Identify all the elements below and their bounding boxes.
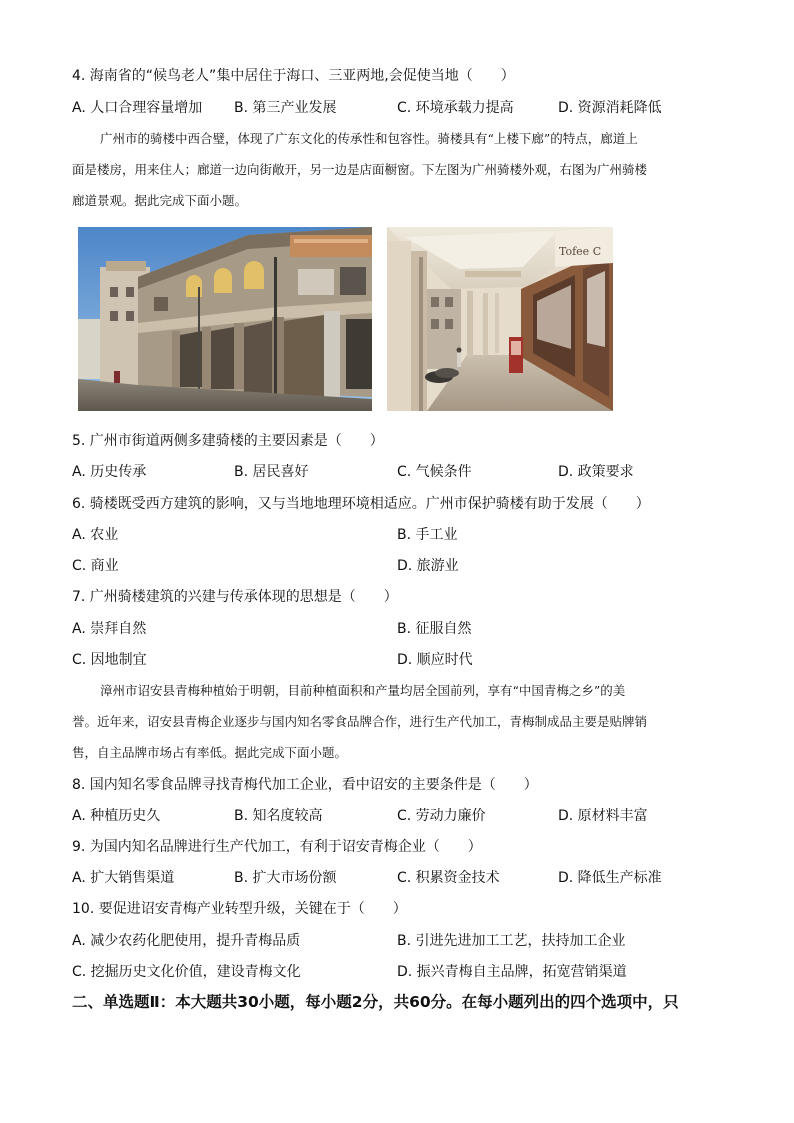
- q9-option-c: C. 积累资金技术: [397, 870, 500, 886]
- q9-option-d: D. 降低生产标准: [558, 870, 662, 886]
- q5-option-a: A. 历史传承: [72, 464, 147, 480]
- q5-option-b: B. 居民喜好: [234, 464, 309, 480]
- q10-option-b: B. 引进先进加工工艺，扶持加工企业: [397, 933, 626, 949]
- q5-stem: 5. 广州市街道两侧多建骑楼的主要因素是（ ）: [72, 433, 384, 449]
- shop-sign-text: Tofee C: [559, 245, 602, 258]
- q5-option-c: C. 气候条件: [397, 464, 472, 480]
- q6-option-c: C. 商业: [72, 558, 119, 574]
- q7-option-a: A. 崇拜自然: [72, 621, 147, 637]
- q9-stem: 9. 为国内知名品牌进行生产代加工，有利于诏安青梅企业（ ）: [72, 839, 482, 855]
- q8-option-b: B. 知名度较高: [234, 808, 323, 824]
- q9-option-b: B. 扩大市场份额: [234, 870, 337, 886]
- qilou-exterior-illustration: [78, 227, 372, 411]
- q7-stem: 7. 广州骑楼建筑的兴建与传承体现的思想是（ ）: [72, 589, 398, 605]
- q6-option-d: D. 旅游业: [397, 558, 459, 574]
- q9-option-a: A. 扩大销售渠道: [72, 870, 175, 886]
- q7-option-d: D. 顺应时代: [397, 652, 473, 668]
- passage-line: 售，自主品牌市场占有率低。据此完成下面小题。: [72, 745, 348, 760]
- q4-option-c: C. 环境承载力提高: [397, 100, 514, 116]
- q4-option-a: A. 人口合理容量增加: [72, 100, 203, 116]
- q7-option-c: C. 因地制宜: [72, 652, 147, 668]
- q4-option-d: D. 资源消耗降低: [558, 100, 662, 116]
- section-2-heading: 二、单选题Ⅱ：本大题共30小题，每小题2分，共60分。在每小题列出的四个选项中，只: [72, 993, 679, 1011]
- q5-option-d: D. 政策要求: [558, 464, 634, 480]
- passage-line: 面是楼房，用来住人；廊道一边向街敞开，另一边是店面橱窗。下左图为广州骑楼外观，右图为广州骑楼: [72, 162, 648, 177]
- passage-line: 广州市的骑楼中西合璧，体现了广东文化的传承性和包容性。骑楼具有“上楼下廊”的特点，廊道上: [100, 131, 638, 146]
- q10-option-d: D. 振兴青梅自主品牌，拓宽营销渠道: [397, 964, 627, 980]
- qilou-corridor-illustration: [387, 227, 613, 411]
- q8-stem: 8. 国内知名零食品牌寻找青梅代加工企业，看中诏安的主要条件是（ ）: [72, 777, 538, 793]
- q6-option-b: B. 手工业: [397, 527, 458, 543]
- q6-stem: 6. 骑楼既受西方建筑的影响，又与当地地理环境相适应。广州市保护骑楼有助于发展（ ）: [72, 496, 650, 512]
- q10-option-c: C. 挖掘历史文化价值，建设青梅文化: [72, 964, 301, 980]
- q10-stem: 10. 要促进诏安青梅产业转型升级，关键在于（ ）: [72, 901, 407, 917]
- q10-option-a: A. 减少农药化肥使用，提升青梅品质: [72, 933, 301, 949]
- passage-line: 廊道景观。据此完成下面小题。: [72, 193, 248, 208]
- q8-option-a: A. 种植历史久: [72, 808, 161, 824]
- passage-line: 漳州市诏安县青梅种植始于明朝，目前种植面积和产量均居全国前列，享有“中国青梅之乡”的美: [100, 683, 626, 698]
- q7-option-b: B. 征服自然: [397, 621, 472, 637]
- q8-option-d: D. 原材料丰富: [558, 808, 648, 824]
- q6-option-a: A. 农业: [72, 527, 119, 543]
- qilou-exterior-photo: [78, 227, 372, 411]
- q4-stem: 4. 海南省的“候鸟老人”集中居住于海口、三亚两地,会促使当地（ ）: [72, 68, 515, 84]
- q8-option-c: C. 劳动力廉价: [397, 808, 486, 824]
- passage-line: 誉。近年来，诏安县青梅企业逐步与国内知名零食品牌合作，进行生产代加工，青梅制成品主要是贴牌销: [72, 714, 648, 729]
- qilou-corridor-photo: [387, 227, 613, 411]
- q4-option-b: B. 第三产业发展: [234, 100, 337, 116]
